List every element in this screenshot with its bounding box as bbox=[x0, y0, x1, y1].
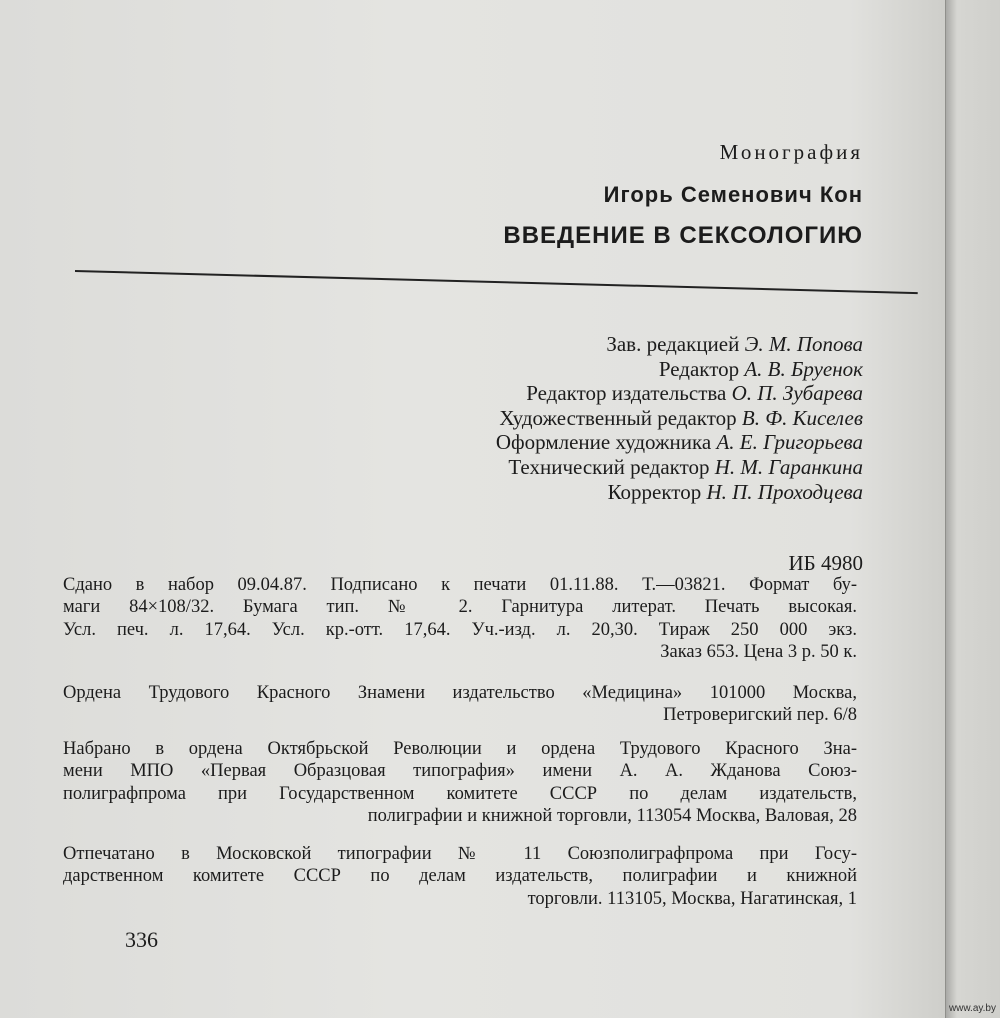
credit-name: Э. М. Попова bbox=[744, 332, 863, 356]
credit-role: Художественный редактор bbox=[499, 405, 737, 430]
imprint-line: Ордена Трудового Красного Знамени издательство «Медицина» 101000 Москва, bbox=[63, 683, 857, 703]
ib-number: ИБ 4980 bbox=[788, 551, 863, 575]
page-edge bbox=[945, 0, 1000, 1018]
genre-label: Монография bbox=[719, 140, 863, 164]
author-name: Игорь Семенович Кон bbox=[603, 182, 863, 207]
typeset-info bbox=[63, 738, 857, 828]
credit-line bbox=[496, 455, 863, 480]
credit-line bbox=[496, 480, 863, 505]
credit-role: Редактор издательства bbox=[526, 381, 727, 406]
credit-role: Оформление художника bbox=[495, 430, 712, 455]
imprint-line: полиграфпрома при Государственном комитете СССР по делам издательств, bbox=[63, 783, 857, 804]
imprint-line: Сдано в набор 09.04.87. Подписано к печати 01.11.88. Т.—03821. Формат бу- bbox=[63, 575, 857, 595]
printing-info bbox=[63, 843, 857, 910]
credit-name: О. П. Зубарева bbox=[731, 381, 863, 406]
credit-role: Технический редактор bbox=[508, 454, 710, 479]
credit-line bbox=[496, 332, 863, 357]
credit-role: Редактор bbox=[658, 356, 740, 381]
production-details bbox=[63, 574, 857, 664]
imprint-line: Отпечатано в Московской типографии № 11 Союзполиграфпрома при Госу- bbox=[63, 844, 857, 864]
imprint-line: Набрано в ордена Октябрьской Революции и ордена Трудового Красного Зна- bbox=[63, 739, 857, 759]
credit-role: Зав. редакцией bbox=[606, 332, 740, 356]
credit-line bbox=[496, 430, 863, 455]
credit-name: А. В. Бруенок bbox=[744, 356, 863, 381]
credits-block bbox=[496, 332, 863, 504]
imprint-line: Петроверигский пер. 6/8 bbox=[663, 705, 857, 726]
imprint-line: дарственном комитете СССР по делам издательств, полиграфии и книжной bbox=[63, 866, 857, 887]
imprint-line: полиграфии и книжной торговли, 113054 Москва, Валовая, 28 bbox=[367, 806, 857, 827]
page-number: 336 bbox=[125, 927, 158, 952]
watermark: www.ay.by bbox=[948, 1003, 996, 1014]
horizontal-rule bbox=[75, 270, 918, 294]
credit-line bbox=[496, 381, 863, 406]
credit-name: А. Е. Григорьева bbox=[716, 430, 863, 455]
publisher-info bbox=[63, 682, 857, 727]
imprint-line: Заказ 653. Цена 3 р. 50 к. bbox=[660, 642, 857, 663]
imprint-line: Усл. печ. л. 17,64. Усл. кр.-отт. 17,64. Уч.-изд. л. 20,30. Тираж 250 000 экз. bbox=[63, 619, 857, 640]
credit-name: Н. М. Гаранкина bbox=[714, 454, 863, 479]
credit-line bbox=[496, 357, 863, 382]
imprint-line: мени МПО «Первая Образцовая типография» имени А. А. Жданова Союз- bbox=[63, 761, 857, 782]
credit-name: Н. П. Проходцева bbox=[706, 479, 863, 504]
book-title: ВВЕДЕНИЕ В СЕКСОЛОГИЮ bbox=[503, 222, 863, 249]
imprint-line: торговли. 113105, Москва, Нагатинская, 1 bbox=[527, 888, 857, 909]
credit-role: Корректор bbox=[607, 479, 702, 504]
imprint-line: маги 84×108/32. Бумага тип. № 2. Гарнитура литерат. Печать высокая. bbox=[63, 597, 857, 618]
credit-line bbox=[496, 406, 863, 431]
credit-name: В. Ф. Киселев bbox=[741, 405, 863, 430]
